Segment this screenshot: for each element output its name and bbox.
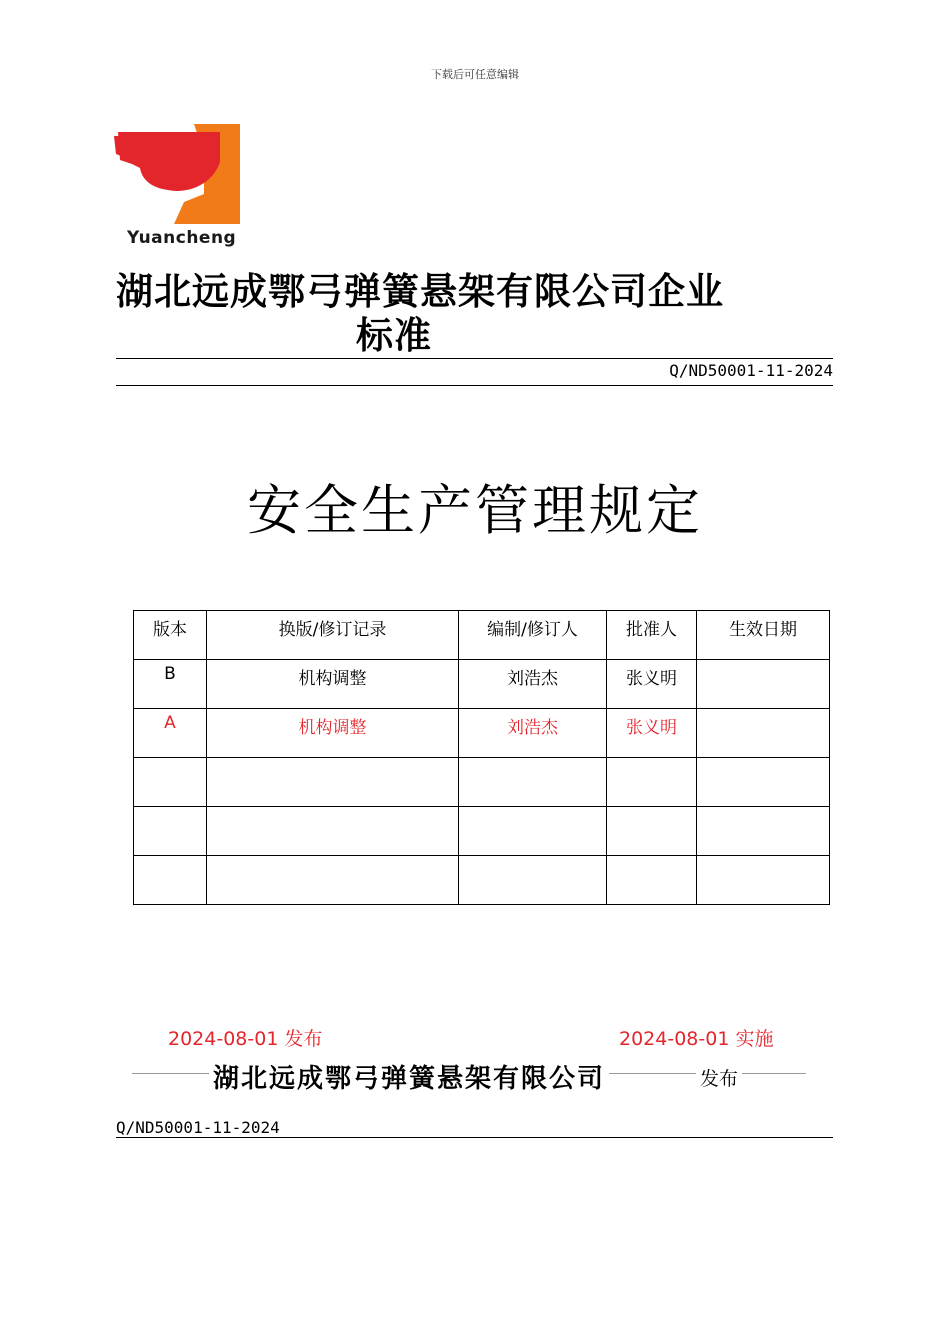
table-row xyxy=(134,807,830,856)
table-cell xyxy=(607,856,697,905)
table-cell xyxy=(697,807,830,856)
table-row xyxy=(134,856,830,905)
table-cell xyxy=(697,709,830,758)
table-cell: 刘浩杰 xyxy=(459,709,607,758)
table-cell xyxy=(697,856,830,905)
divider xyxy=(116,358,833,359)
header-cell: 批准人 xyxy=(607,611,697,660)
table-cell xyxy=(697,758,830,807)
table-cell: 刘浩杰 xyxy=(459,660,607,709)
table-cell xyxy=(134,758,207,807)
table-cell: 机构调整 xyxy=(207,709,459,758)
header-cell: 版本 xyxy=(134,611,207,660)
revision-table xyxy=(133,610,830,905)
issuer-name: 湖北远成鄂弓弹簧悬架有限公司 xyxy=(209,1058,609,1095)
company-standard-title xyxy=(116,270,838,358)
table-cell xyxy=(459,758,607,807)
table-cell: 张义明 xyxy=(607,709,697,758)
table-cell: B xyxy=(134,660,207,709)
document-title: 安全生产管理规定 xyxy=(247,479,703,542)
company-title-line1: 湖北远成鄂弓弹簧悬架有限公司企业 xyxy=(116,270,724,313)
table-cell: 机构调整 xyxy=(207,660,459,709)
table-cell xyxy=(207,807,459,856)
header-cell: 换版/修订记录 xyxy=(207,611,459,660)
header-note: 下载后可任意编辑 xyxy=(431,68,519,81)
issuer-suffix: 发布 xyxy=(696,1064,742,1091)
table-cell xyxy=(697,660,830,709)
divider xyxy=(116,1137,833,1138)
table-cell: A xyxy=(134,709,207,758)
table-cell xyxy=(459,807,607,856)
table-row xyxy=(134,758,830,807)
standard-code: Q/ND50001-11-2024 xyxy=(669,361,833,380)
logo-wordmark: Yuancheng xyxy=(127,228,237,248)
header-cell: 编制/修订人 xyxy=(459,611,607,660)
table-cell xyxy=(207,758,459,807)
standard-code-footer: Q/ND50001-11-2024 xyxy=(116,1118,280,1137)
table-cell: 张义明 xyxy=(607,660,697,709)
publish-date: 2024-08-01 发布 xyxy=(168,1028,323,1050)
header-cell: 生效日期 xyxy=(697,611,830,660)
divider xyxy=(116,385,833,386)
table-header-row xyxy=(134,611,830,660)
table-row xyxy=(134,660,830,709)
table-cell xyxy=(459,856,607,905)
table-row xyxy=(134,709,830,758)
table-cell xyxy=(607,758,697,807)
table-cell xyxy=(207,856,459,905)
table-cell xyxy=(607,807,697,856)
effective-date: 2024-08-01 实施 xyxy=(619,1028,774,1050)
table-cell xyxy=(134,856,207,905)
table-cell xyxy=(134,807,207,856)
company-title-line2: 标准 xyxy=(356,314,432,357)
